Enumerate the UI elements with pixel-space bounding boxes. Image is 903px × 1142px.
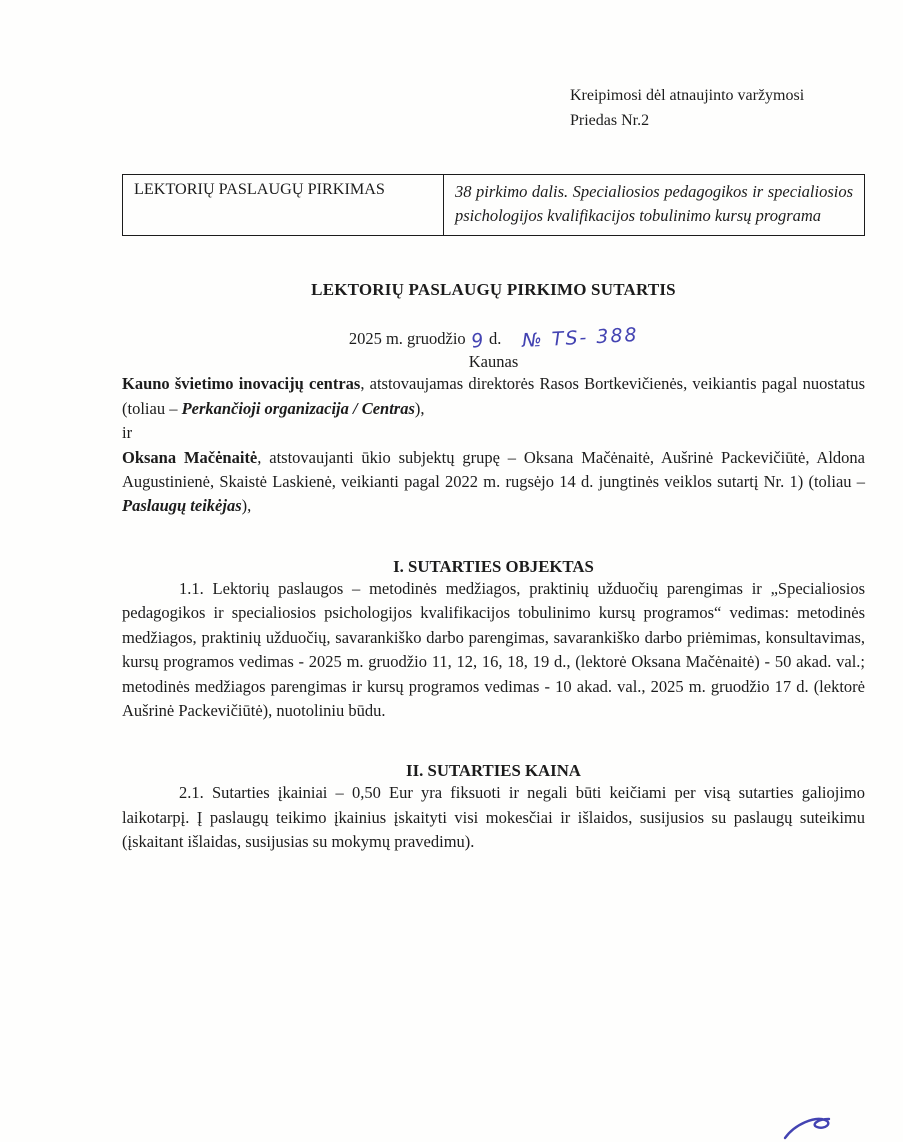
pen-stroke-icon <box>781 1114 841 1140</box>
section2-paragraph: 2.1. Sutarties įkainiai – 0,50 Eur yra fiksuoti ir negali būti keičiami per visą sutarties galiojimo laikotarpį. Į paslaugų teikimo įkainius įskaityti visi mokesčiai ir išlaidos, susijusios su paslaugų suteikimu (įskaitant išlaidas, susijusias su mokymų pravedimu). <box>122 783 865 852</box>
city-line: Kaunas <box>468 352 519 372</box>
party2-name: Oksana Mačėnaitė <box>122 447 258 467</box>
party2-closing: ), <box>241 496 252 516</box>
party2-paragraph <box>122 446 865 519</box>
handwritten-contract-number: № TS- 388 <box>521 324 639 353</box>
party1-text: , atstovaujamas direktorės Rasos Bortkevičienės, veikiantis pagal nuostatus (toliau – <box>122 374 865 418</box>
header-line-reference: Kreipimosi dėl atnaujinto varžymosi <box>570 87 805 104</box>
party1-name: Kauno švietimo inovacijų centras <box>122 374 361 394</box>
document-header <box>570 84 865 134</box>
handwritten-day: 9 <box>469 329 485 354</box>
subject-table-row <box>123 174 865 236</box>
contract-title: LEKTORIŲ PASLAUGŲ PIRKIMO SUTARTIS <box>311 280 676 300</box>
header-line-annex: Priedas Nr.2 <box>570 111 650 129</box>
date-prefix: 2025 m. gruodžio <box>348 329 466 349</box>
date-line <box>122 324 865 354</box>
party1-closing: ), <box>414 398 425 418</box>
subject-table <box>122 174 865 237</box>
section1-heading: I. SUTARTIES OBJEKTAS <box>393 556 594 576</box>
subject-table-purchase-cell: LEKTORIŲ PASLAUGŲ PIRKIMAS <box>123 174 444 236</box>
section2-heading: II. SUTARTIES KAINA <box>406 761 581 781</box>
party1-defined-term: Perkančioji organizacija / Centras <box>181 398 415 418</box>
document-content <box>122 0 865 855</box>
conjunction-ir: ir <box>122 423 133 443</box>
party2-defined-term: Paslaugų teikėjas <box>122 496 242 516</box>
section1-paragraph: 1.1. Lektorių paslaugos – metodinės medžiagos, praktinių užduočių parengimas ir „Specialiosios pedagogikos ir specialiosios psichologijos kvalifikacijos tobulinimo kursų programos“ vedimas: metodinės medžiagos, praktinių užduočių, savarankiško darbo parengimas, savarankiško darbo priėmimas, konsultavimas, kursų programos vedimas - 2025 m. gruodžio 11, 12, 16, 18, 19 d., (lektorė Oksana Mačėnaitė) - 50 akad. val.; metodinės medžiagos parengimas ir kursų programos vedimas - 10 akad. val., 2025 m. gruodžio 17 d. (lektorė Aušrinė Packevičiūtė), nuotoliniu būdu. <box>122 578 865 720</box>
party1-paragraph <box>122 372 865 421</box>
date-suffix: d. <box>489 329 502 349</box>
party2-text: , atstovaujanti ūkio subjektų grupę – Oksana Mačėnaitė, Aušrinė Packevičiūtė, Aldona Augustinienė, Skaistė Laskienė, veikianti pagal 2022 m. rugsėjo 14 d. jungtinės veiklos sutartį Nr. 1) (toliau – <box>122 447 865 492</box>
subject-table-part-cell: 38 pirkimo dalis. Specialiosios pedagogikos ir specialiosios psichologijos kvalifikacijos tobulinimo kursų programa <box>444 174 865 236</box>
